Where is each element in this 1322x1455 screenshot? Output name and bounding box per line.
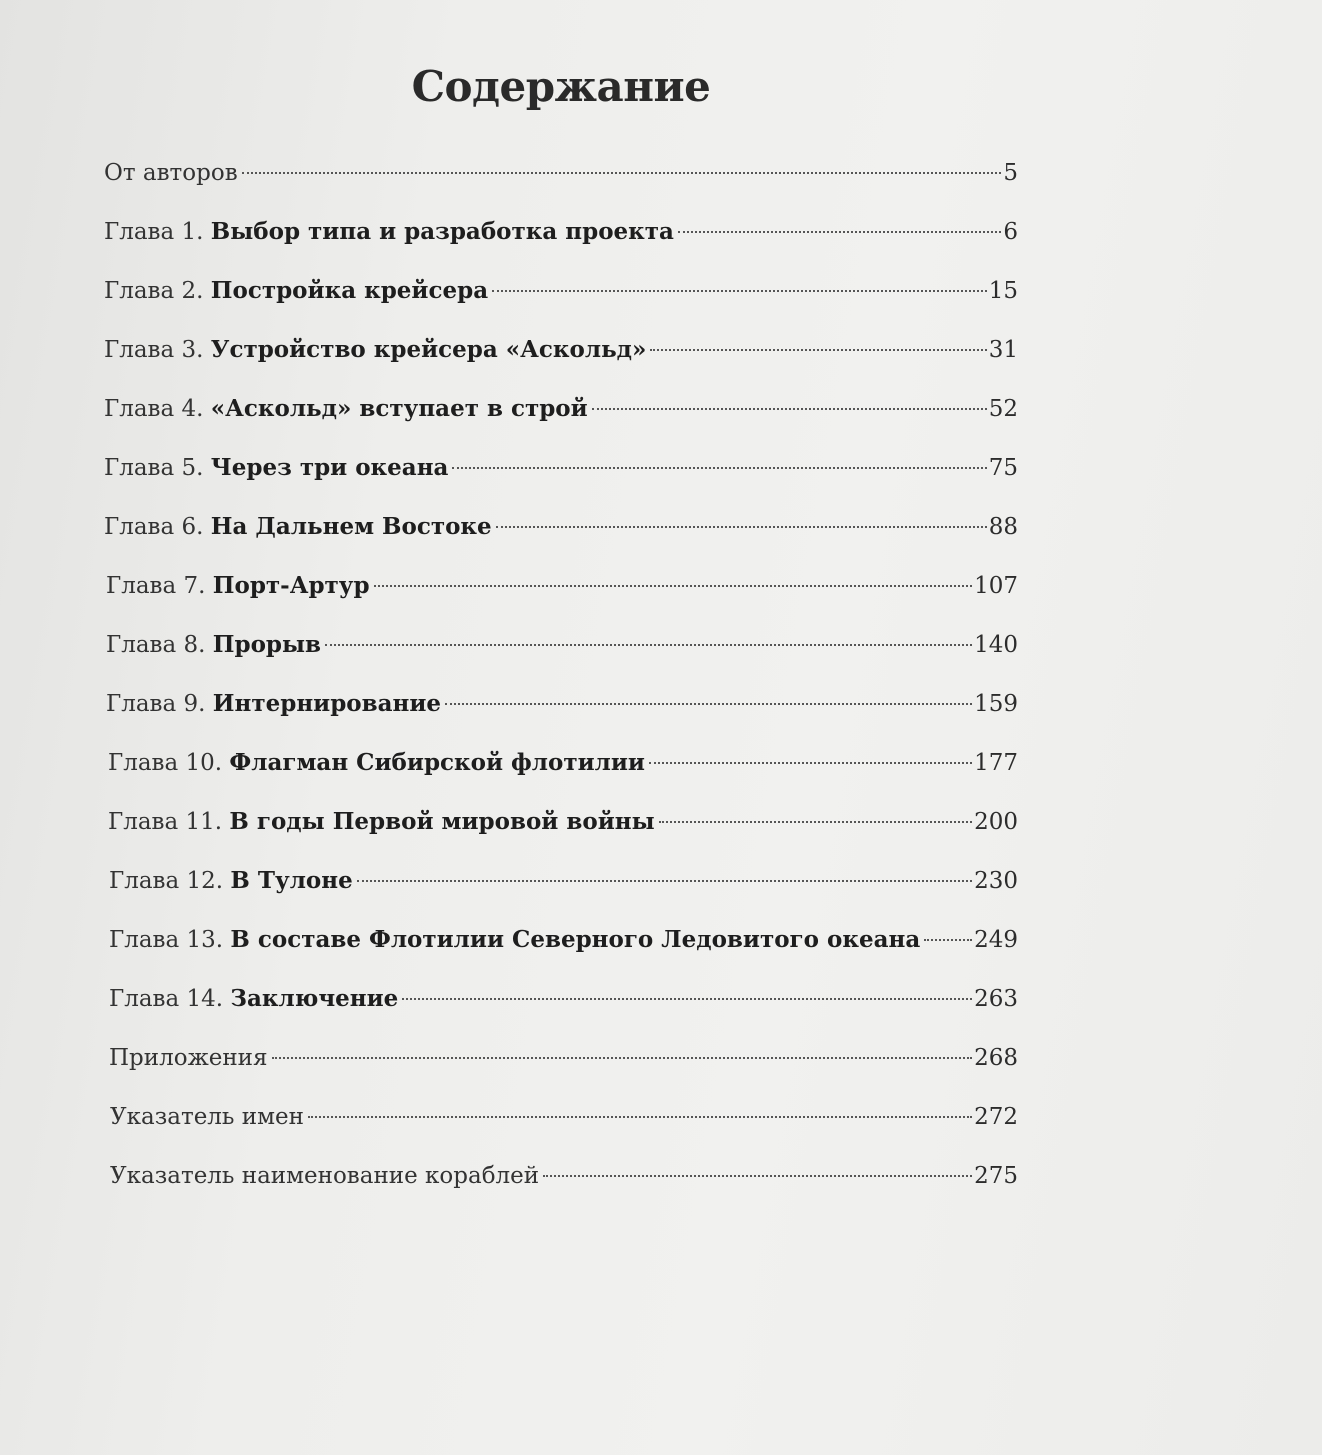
page-number: 249 xyxy=(974,927,1018,953)
dot-leader xyxy=(325,644,972,646)
chapter-title: Постройка крейсера xyxy=(210,277,489,304)
page-number: 272 xyxy=(974,1104,1018,1130)
chapter-number: Глава 13. xyxy=(109,927,224,953)
table-of-contents xyxy=(104,156,1018,1218)
dot-leader xyxy=(357,880,972,882)
dot-leader xyxy=(308,1116,972,1118)
toc-entry-label xyxy=(104,510,492,544)
chapter-title: В годы Первой мировой войны xyxy=(229,808,655,835)
dot-leader xyxy=(659,821,972,823)
dot-leader xyxy=(492,290,987,292)
dot-leader xyxy=(649,762,972,764)
chapter-title: Заключение xyxy=(230,985,399,1012)
dot-leader xyxy=(242,172,1002,174)
toc-entry-label xyxy=(110,1100,304,1134)
toc-entry xyxy=(104,215,1018,274)
chapter-title: Выбор типа и разработка проекта xyxy=(210,218,674,245)
chapter-number: Глава 8. xyxy=(106,632,206,658)
page-number: 52 xyxy=(988,396,1018,422)
toc-entry-label xyxy=(110,1159,539,1193)
toc-entry xyxy=(108,805,1018,864)
chapter-title: Интернирование xyxy=(212,690,442,717)
toc-entry-label xyxy=(109,864,353,898)
page-title: Содержание xyxy=(411,62,711,111)
toc-entry-label xyxy=(104,451,448,485)
toc-entry xyxy=(104,510,1018,569)
chapter-number: Глава 3. xyxy=(104,337,204,363)
page-number: 75 xyxy=(988,455,1018,481)
chapter-number: Глава 2. xyxy=(104,278,204,304)
toc-entry xyxy=(110,1159,1018,1218)
toc-entry-label xyxy=(109,982,398,1016)
toc-entry xyxy=(104,156,1018,215)
toc-entry-label xyxy=(104,156,238,190)
chapter-number: Глава 1. xyxy=(104,219,204,245)
page-number: 5 xyxy=(1003,160,1018,186)
toc-entry-label xyxy=(108,746,645,780)
page-number: 159 xyxy=(974,691,1018,717)
toc-entry-label xyxy=(104,215,674,249)
chapter-title: Порт-Артур xyxy=(212,572,370,599)
page-number: 263 xyxy=(974,986,1018,1012)
toc-entry xyxy=(109,864,1018,923)
toc-entry xyxy=(110,1100,1018,1159)
toc-entry xyxy=(109,982,1018,1041)
page-number: 140 xyxy=(974,632,1018,658)
chapter-title: Через три океана xyxy=(210,454,449,481)
chapter-title: Устройство крейсера «Аскольд» xyxy=(210,336,647,363)
page-number: 275 xyxy=(974,1163,1018,1189)
dot-leader xyxy=(592,408,987,410)
toc-entry-label xyxy=(108,805,655,839)
page-number: 230 xyxy=(974,868,1018,894)
toc-entry xyxy=(106,628,1018,687)
dot-leader xyxy=(445,703,972,705)
toc-entry-label xyxy=(106,687,441,721)
page-number: 107 xyxy=(974,573,1018,599)
toc-entry xyxy=(106,687,1018,746)
dot-leader xyxy=(650,349,986,351)
chapter-title: В Тулоне xyxy=(230,867,353,894)
page-number: 31 xyxy=(988,337,1018,363)
chapter-number: Глава 11. xyxy=(108,809,223,835)
page-number: 6 xyxy=(1003,219,1018,245)
chapter-number: Глава 7. xyxy=(106,573,206,599)
chapter-number: Глава 10. xyxy=(108,750,223,776)
dot-leader xyxy=(924,939,972,941)
dot-leader xyxy=(374,585,973,587)
page-number: 177 xyxy=(974,750,1018,776)
chapter-number: Глава 9. xyxy=(106,691,206,717)
toc-entry xyxy=(109,923,1018,982)
page-number: 15 xyxy=(988,278,1018,304)
toc-entry-label xyxy=(109,1041,268,1075)
toc-entry xyxy=(104,451,1018,510)
chapter-title: Прорыв xyxy=(212,631,322,658)
section-title: Указатель имен xyxy=(110,1104,304,1130)
chapter-number: Глава 6. xyxy=(104,514,204,540)
chapter-number: Глава 5. xyxy=(104,455,204,481)
chapter-title: Флагман Сибирской флотилии xyxy=(229,749,645,776)
toc-entry xyxy=(104,333,1018,392)
toc-entry-label xyxy=(104,392,588,426)
chapter-number: Глава 12. xyxy=(109,868,224,894)
chapter-title: На Дальнем Востоке xyxy=(210,513,492,540)
section-title: От авторов xyxy=(104,160,238,186)
page-number: 268 xyxy=(974,1045,1018,1071)
dot-leader xyxy=(496,526,987,528)
chapter-title: «Аскольд» вступает в строй xyxy=(210,395,588,422)
dot-leader xyxy=(678,231,1001,233)
section-title: Указатель наименование кораблей xyxy=(110,1163,540,1189)
chapter-number: Глава 14. xyxy=(109,986,224,1012)
toc-entry xyxy=(108,746,1018,805)
toc-entry-label xyxy=(106,569,370,603)
toc-entry xyxy=(104,274,1018,333)
section-title: Приложения xyxy=(109,1045,268,1071)
toc-entry xyxy=(106,569,1018,628)
dot-leader xyxy=(452,467,986,469)
page-number: 200 xyxy=(974,809,1018,835)
toc-entry-label xyxy=(106,628,321,662)
chapter-title: В составе Флотилии Северного Ледовитого океана xyxy=(230,926,921,953)
dot-leader xyxy=(543,1175,972,1177)
page-number: 88 xyxy=(988,514,1018,540)
dot-leader xyxy=(402,998,972,1000)
toc-entry-label xyxy=(104,333,646,367)
toc-entry-label xyxy=(104,274,488,308)
toc-entry xyxy=(104,392,1018,451)
dot-leader xyxy=(272,1057,973,1059)
toc-entry xyxy=(109,1041,1018,1100)
toc-entry-label xyxy=(109,923,920,957)
chapter-number: Глава 4. xyxy=(104,396,204,422)
